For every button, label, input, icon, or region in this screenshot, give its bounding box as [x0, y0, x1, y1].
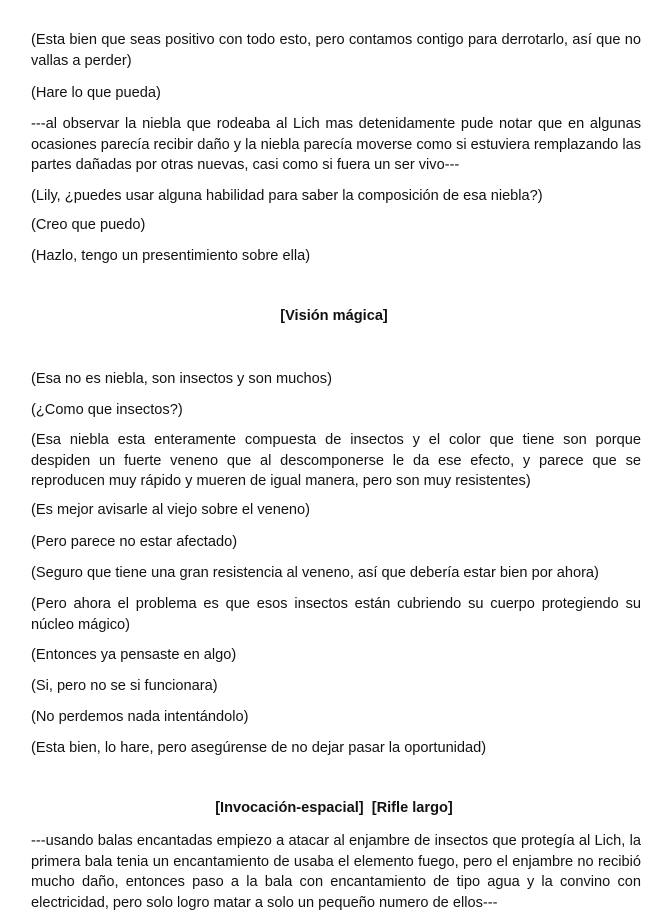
heading-text: [Visión mágica]	[280, 308, 388, 324]
paragraph: (Seguro que tiene una gran resistencia al veneno, así que debería estar bien por ahora)	[31, 565, 599, 581]
paragraph: ---al observar la niebla que rodeaba al Lich mas detenidamente pude notar que en algunas ocasiones parecía recibir daño y la niebla parecía moverse como si estuviera remplazando las partes dañadas por otras nuevas, casi como si fuera un ser vivo---	[31, 116, 642, 173]
paragraph: (Esa no es niebla, son insectos y son muchos)	[31, 371, 332, 387]
paragraph: (Creo que puedo)	[31, 217, 146, 233]
paragraph: (Lily, ¿puedes usar alguna habilidad para saber la composición de esa niebla?)	[31, 188, 543, 204]
paragraph: (Hare lo que pueda)	[31, 85, 161, 101]
paragraph: (Es mejor avisarle al viejo sobre el veneno)	[31, 502, 311, 518]
paragraph: (Pero ahora el problema es que esos insectos están cubriendo su cuerpo protegiendo su núcleo mágico)	[31, 596, 641, 633]
paragraph: (Esa niebla esta enteramente compuesta de insectos y el color que tiene son porque despiden un fuerte veneno que al descomponerse le da ese efecto, y parece que se reproducen muy rápido y mueren de igual manera, pero son muy resistentes)	[31, 432, 641, 489]
section-heading	[0, 306, 668, 326]
paragraph: (Hazlo, tengo un presentimiento sobre ella)	[31, 248, 311, 264]
paragraph: (¿Como que insectos?)	[31, 402, 183, 418]
paragraph: (Pero parece no estar afectado)	[31, 534, 238, 550]
paragraph: (No perdemos nada intentándolo)	[31, 709, 249, 725]
paragraph: (Si, pero no se si funcionara)	[31, 678, 218, 694]
paragraph: (Esta bien que seas positivo con todo esto, pero contamos contigo para derrotarlo, así que no vallas a perder)	[31, 32, 641, 69]
section-heading	[0, 798, 668, 818]
paragraph: (Esta bien, lo hare, pero asegúrense de no dejar pasar la oportunidad)	[31, 740, 487, 756]
paragraph: ---usando balas encantadas empiezo a atacar al enjambre de insectos que protegía al Lich, la primera bala tenia un encantamiento de usaba el elemento fuego, pero el enjambre no recibió mucho daño, entonces paso a la bala con encantamiento de tipo agua y la convino con electricidad, pero solo logro matar a solo un pequeño numero de ellos---	[31, 833, 641, 911]
heading-text: [Invocación-espacial] [Rifle largo]	[215, 800, 453, 816]
paragraph: (Entonces ya pensaste en algo)	[31, 647, 237, 663]
